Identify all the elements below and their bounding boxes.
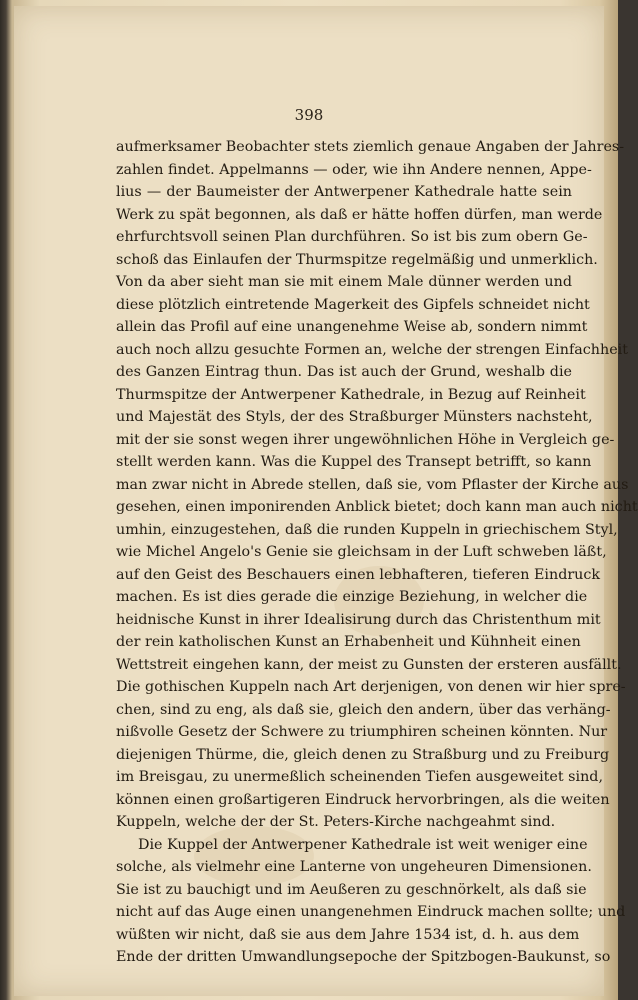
text-line: allein das Profil auf eine unangenehme Weise ab, sondern nimmt [116, 319, 588, 335]
text-line: Sie ist zu bauchigt und im Aeußeren zu geschnörkelt, als daß sie [116, 881, 587, 898]
text-line: des Ganzen Eintrag thun. Das ist auch der Grund, weshalb die [116, 364, 572, 380]
text-line: nißvolle Gesetz der Schwere zu triumphiren scheinen könnten. Nur [116, 724, 608, 740]
text-line: Thurmspitze der Antwerpener Kathedrale, in Bezug auf Reinheit [116, 386, 586, 403]
text-line: gesehen, einen imponirenden Anblick bietet; doch kann man auch nicht [116, 499, 638, 515]
text-line: im Breisgau, zu unermeßlich scheinenden Tiefen ausgeweitet sind, [116, 769, 603, 785]
text-line: mit der sie sonst wegen ihrer ungewöhnlichen Höhe in Vergleich ge- [116, 431, 615, 448]
text-line: nicht auf das Auge einen unangenehmen Eindruck machen sollte; und [116, 904, 626, 920]
text-line: auch noch allzu gesuchte Formen an, welche der strengen Einfachheit [116, 341, 628, 358]
text-line: lius — der Baumeister der Antwerpener Kathedrale hatte sein [116, 184, 572, 200]
text-line: chen, sind zu eng, als daß sie, gleich den andern, über das verhäng- [116, 701, 611, 718]
text-line: Die Kuppel der Antwerpener Kathedrale ist weit weniger eine [138, 836, 588, 853]
text-line: wüßten wir nicht, daß sie aus dem Jahre 1534 ist, d. h. aus dem [116, 926, 580, 943]
text-line: stellt werden kann. Was die Kuppel des Transept betrifft, so kann [116, 454, 592, 470]
book-page [14, 6, 638, 996]
text-line: Die gothischen Kuppeln nach Art derjenigen, von denen wir hier spre- [116, 679, 626, 695]
text-line: machen. Es ist dies gerade die einzige Beziehung, in welcher die [116, 589, 588, 605]
text-line: und Majestät des Styls, der des Straßburger Münsters nachsteht, [116, 409, 593, 425]
page-number: 398 [294, 106, 324, 124]
text-line: umhin, einzugestehen, daß die runden Kuppeln in griechischem Styl, [116, 521, 618, 538]
text-line: heidnische Kunst in ihrer Idealisirung durch das Christenthum mit [116, 611, 601, 628]
text-line: diejenigen Thürme, die, gleich denen zu Straßburg und zu Freiburg [116, 746, 610, 763]
text-line: schoß das Einlaufen der Thurmspitze regelmäßig und unmerklich. [116, 251, 598, 268]
text-line: Kuppeln, welche der der St. Peters-Kirche nachgeahmt sind. [116, 814, 556, 830]
text-line: der rein katholischen Kunst an Erhabenheit und Kühnheit einen [116, 634, 581, 650]
text-line: auf den Geist des Beschauers einen lebhafteren, tieferen Eindruck [116, 566, 601, 583]
text-line: man zwar nicht in Abrede stellen, daß sie, vom Pflaster der Kirche aus [116, 476, 629, 493]
text-line: ehrfurchtsvoll seinen Plan durchführen. So ist bis zum obern Ge- [116, 229, 588, 245]
text-line: solche, als vielmehr eine Lanterne von ungeheuren Dimensionen. [116, 859, 592, 875]
text-line: können einen großartigeren Eindruck hervorbringen, als die weiten [116, 791, 610, 808]
text-line: diese plötzlich eintretende Magerkeit des Gipfels schneidet nicht [116, 296, 590, 313]
text-line: Von da aber sieht man sie mit einem Male dünner werden und [116, 274, 572, 290]
body-text [116, 136, 638, 969]
text-line: Ende der dritten Umwandlungsepoche der Spitzbogen-Baukunst, so [116, 949, 611, 965]
text-line: zahlen findet. Appelmanns — oder, wie ihn Andere nennen, Appe- [116, 161, 592, 178]
text-line: wie Michel Angelo's Genie sie gleichsam in der Luft schweben läßt, [116, 544, 607, 560]
text-line: Werk zu spät begonnen, als daß er hätte hoffen dürfen, man werde [116, 206, 603, 223]
text-line: Wettstreit eingehen kann, der meist zu Gunsten der ersteren ausfällt. [116, 656, 622, 673]
text-line: aufmerksamer Beobachter stets ziemlich genaue Angaben der Jahres- [116, 139, 625, 155]
